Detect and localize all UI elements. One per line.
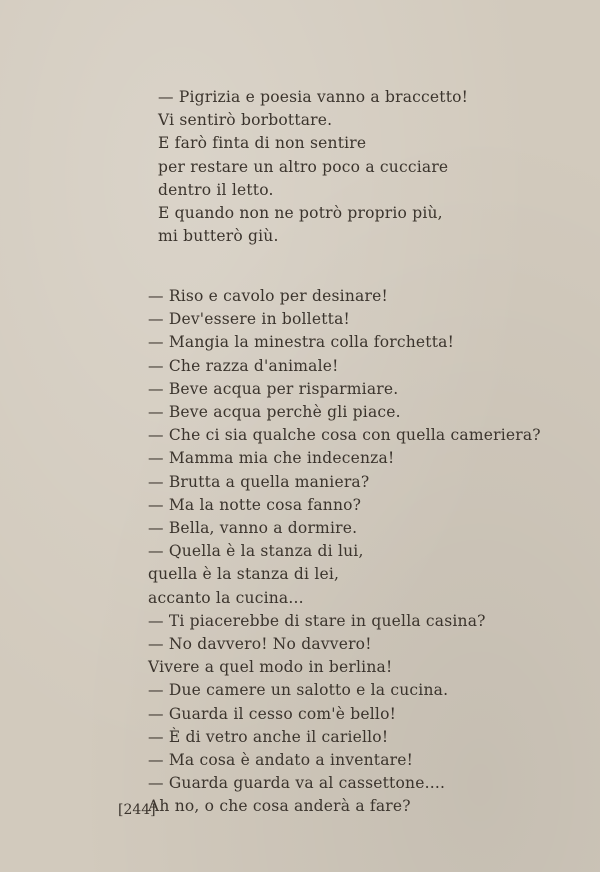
verse-line: mi butterò giù. — [158, 227, 279, 246]
verse-line: dentro il letto. — [158, 180, 274, 199]
verse-line: — Dev'essere in bolletta! — [148, 310, 350, 329]
verse-line: — Ti piacerebbe di stare in quella casina? — [148, 611, 486, 630]
verse-line: E farò finta di non sentire — [158, 134, 367, 153]
stanza-2 — [148, 285, 541, 819]
verse-line: — Ma cosa è andato a inventare! — [148, 751, 414, 770]
verse-line: quella è la stanza di lei, — [148, 565, 340, 584]
verse-line: — Pigrizia e poesia vanno a braccetto! — [158, 88, 469, 106]
verse-line: E quando non ne potrò proprio più, — [158, 204, 443, 223]
verse-line: — Che ci sia qualche cosa con quella cameriera? — [148, 426, 541, 445]
verse-line: — Guarda il cesso com'è bello! — [148, 704, 397, 723]
verse-line: per restare un altro poco a cucciare — [158, 157, 449, 176]
stanza-1 — [158, 86, 468, 248]
verse-line: Vivere a quel modo in berlina! — [148, 658, 393, 677]
verse-line: accanto la cucina... — [148, 588, 304, 607]
verse-line: — Guarda guarda va al cassettone.... — [148, 774, 446, 793]
verse-line: — Riso e cavolo per desinare! — [148, 287, 388, 305]
verse-line: — Mamma mia che indecenza! — [148, 449, 395, 468]
verse-line: Vi sentirò borbottare. — [158, 111, 333, 130]
verse-line: — Che razza d'animale! — [148, 356, 339, 375]
verse-line: — Bella, vanno a dormire. — [148, 519, 358, 538]
verse-line: — Beve acqua per risparmiare. — [148, 379, 399, 398]
verse-line: — È di vetro anche il cariello! — [148, 727, 389, 746]
page-number: [244] — [118, 802, 156, 818]
verse-line: Ah no, o che cosa anderà a fare? — [148, 797, 411, 816]
verse-line: — Ma la notte cosa fanno? — [148, 495, 362, 514]
verse-line: — Beve acqua perchè gli piace. — [148, 403, 401, 422]
verse-line: — Brutta a quella maniera? — [148, 472, 370, 491]
verse-line: — No davvero! No davvero! — [148, 635, 372, 654]
verse-line: — Mangia la minestra colla forchetta! — [148, 333, 455, 352]
verse-line: — Quella è la stanza di lui, — [148, 542, 364, 561]
verse-line: — Due camere un salotto e la cucina. — [148, 681, 449, 700]
